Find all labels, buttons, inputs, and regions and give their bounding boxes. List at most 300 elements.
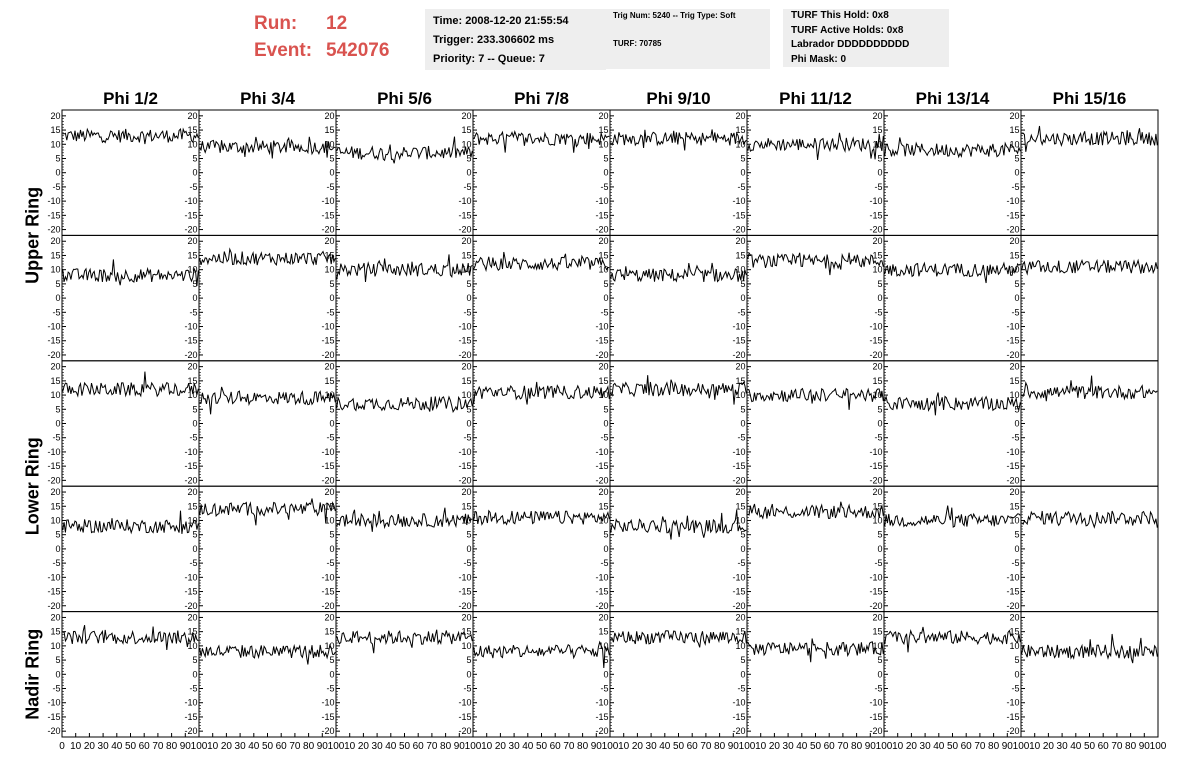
y-tick-label: 5 (740, 655, 746, 666)
y-tick-label: 15 (50, 501, 61, 512)
y-tick-label: -15 (321, 335, 335, 346)
y-tick-label: -5 (874, 683, 883, 694)
y-tick-label: -20 (1006, 600, 1020, 611)
waveform-trace (200, 645, 336, 665)
y-tick-label: -10 (184, 572, 198, 583)
y-tick-label: 10 (1009, 515, 1020, 526)
y-tick-label: -5 (189, 558, 198, 569)
y-tick-label: 10 (872, 640, 883, 651)
y-tick-label: 20 (324, 487, 335, 498)
panel-frame (747, 235, 884, 360)
y-tick-label: 20 (735, 361, 746, 372)
y-tick-label: -5 (600, 558, 609, 569)
y-tick-label: 0 (1014, 293, 1020, 304)
panel-frame (473, 361, 610, 486)
x-tick-label: 60 (686, 741, 698, 752)
waveform-panel (47, 235, 199, 360)
y-tick-label: -15 (1006, 461, 1020, 472)
y-tick-label: -10 (458, 196, 472, 207)
y-tick-label: 5 (466, 529, 472, 540)
y-tick-label: -15 (321, 711, 335, 722)
panel-frame (473, 110, 610, 235)
y-tick-label: -15 (458, 586, 472, 597)
y-tick-label: 5 (329, 404, 335, 415)
y-tick-label: 0 (1014, 543, 1020, 554)
y-tick-label: 15 (324, 250, 335, 261)
y-tick-label: -20 (732, 224, 746, 235)
panel-frame (336, 361, 473, 486)
x-tick-label: 90 (179, 741, 191, 752)
y-tick-label: 5 (740, 529, 746, 540)
y-tick-label: -10 (869, 697, 883, 708)
y-tick-label: 15 (324, 501, 335, 512)
y-tick-label: 0 (466, 669, 472, 680)
y-tick-label: -10 (595, 196, 609, 207)
waveform-panel (458, 110, 610, 235)
y-tick-label: -10 (321, 697, 335, 708)
y-tick-label: 0 (740, 543, 746, 554)
y-tick-label: -5 (1011, 683, 1020, 694)
y-tick-label: 0 (55, 669, 61, 680)
panel-frame (199, 486, 336, 611)
y-tick-label: 0 (740, 669, 746, 680)
event-label: Event: (254, 40, 313, 61)
panel-frame (1021, 235, 1158, 360)
y-tick-label: -5 (1011, 181, 1020, 192)
y-tick-label: -15 (321, 461, 335, 472)
waveform-trace (63, 625, 199, 650)
waveform-panel (47, 361, 199, 486)
trigger-text: Trigger: 233.306602 ms (433, 34, 555, 46)
waveform-panel (732, 486, 884, 611)
x-tick-label: 60 (549, 741, 561, 752)
y-tick-label: -20 (732, 475, 746, 486)
y-tick-label: 5 (603, 278, 609, 289)
x-tick-label: 30 (97, 741, 109, 752)
x-tick-label: 100 (327, 741, 345, 752)
y-tick-label: -5 (600, 683, 609, 694)
y-tick-label: 20 (50, 612, 61, 623)
panel-frame (610, 486, 747, 611)
y-tick-label: -5 (737, 307, 746, 318)
x-tick-label: 90 (453, 741, 465, 752)
y-tick-label: 20 (872, 110, 883, 121)
y-tick-label: 5 (1014, 529, 1020, 540)
y-tick-label: -10 (1006, 572, 1020, 583)
x-tick-label: 100 (1012, 741, 1030, 752)
waveform-panel (184, 361, 336, 486)
y-tick-label: 5 (740, 153, 746, 164)
y-tick-label: 10 (187, 264, 198, 275)
turf-active-text: TURF Active Holds: 0x8 (791, 24, 904, 36)
panel-frame (336, 612, 473, 737)
y-tick-label: 20 (1009, 110, 1020, 121)
y-tick-label: 0 (603, 167, 609, 178)
y-tick-label: -15 (595, 461, 609, 472)
y-tick-label: 15 (872, 501, 883, 512)
x-tick-label: 20 (631, 741, 643, 752)
y-tick-label: 20 (735, 612, 746, 623)
y-tick-label: 5 (192, 404, 198, 415)
waveform-trace (200, 137, 336, 159)
y-tick-label: 10 (872, 264, 883, 275)
turf-hold-text: TURF This Hold: 0x8 (791, 10, 889, 21)
y-tick-label: -10 (458, 572, 472, 583)
y-tick-label: -5 (737, 181, 746, 192)
y-tick-label: -10 (1006, 196, 1020, 207)
y-tick-label: -20 (732, 349, 746, 360)
trig-num-text: Trig Num: 5240 -- Trig Type: Soft (613, 11, 736, 20)
x-tick-label: 80 (1125, 741, 1137, 752)
y-tick-label: -20 (458, 600, 472, 611)
x-tick-label: 20 (83, 741, 95, 752)
y-tick-label: -20 (184, 726, 198, 737)
y-tick-label: -5 (189, 432, 198, 443)
y-tick-label: 15 (598, 125, 609, 136)
panel-frame (747, 612, 884, 737)
y-tick-label: -20 (47, 349, 61, 360)
panel-frame (610, 235, 747, 360)
y-tick-label: -15 (595, 210, 609, 221)
waveform-trace (748, 389, 884, 410)
y-tick-label: 15 (598, 501, 609, 512)
y-tick-label: -20 (47, 726, 61, 737)
y-tick-label: 5 (877, 655, 883, 666)
panel-frame (62, 612, 199, 737)
y-tick-label: 0 (603, 293, 609, 304)
x-tick-label: 100 (1149, 741, 1167, 752)
y-tick-label: -5 (52, 558, 61, 569)
y-tick-label: 20 (461, 110, 472, 121)
y-tick-label: 0 (55, 543, 61, 554)
y-tick-label: 5 (192, 153, 198, 164)
panel-frame (610, 612, 747, 737)
y-tick-label: 15 (872, 125, 883, 136)
panel-frame (884, 235, 1021, 360)
y-tick-label: 10 (1009, 390, 1020, 401)
y-tick-label: -15 (732, 461, 746, 472)
y-tick-label: 5 (55, 655, 61, 666)
y-tick-label: -5 (874, 307, 883, 318)
panel-frame (62, 235, 199, 360)
y-tick-label: 0 (329, 543, 335, 554)
ring-label: Upper Ring (22, 186, 43, 284)
y-tick-label: 5 (877, 529, 883, 540)
y-tick-label: -20 (184, 600, 198, 611)
waveform-trace (611, 510, 747, 540)
y-tick-label: -5 (463, 683, 472, 694)
y-tick-label: -15 (1006, 210, 1020, 221)
y-tick-label: -15 (47, 210, 61, 221)
column-header-phi: Phi 1/2 (103, 89, 158, 108)
x-tick-label: 80 (440, 741, 452, 752)
waveform-trace (200, 249, 336, 265)
y-tick-label: -10 (869, 321, 883, 332)
y-tick-label: 10 (872, 390, 883, 401)
waveform-panel (321, 612, 473, 737)
waveform-trace (337, 397, 473, 415)
waveform-trace (474, 132, 610, 153)
y-tick-label: 5 (329, 278, 335, 289)
y-tick-label: 5 (603, 404, 609, 415)
y-tick-label: 0 (877, 543, 883, 554)
waveform-trace (885, 627, 1021, 652)
y-tick-label: -5 (463, 558, 472, 569)
y-tick-label: -10 (184, 446, 198, 457)
waveform-panel (869, 361, 1021, 486)
panel-frame (62, 486, 199, 611)
x-tick-label: 60 (1097, 741, 1109, 752)
y-tick-label: -10 (321, 321, 335, 332)
y-tick-label: 5 (192, 655, 198, 666)
y-tick-label: 20 (187, 487, 198, 498)
y-tick-label: -5 (737, 558, 746, 569)
column-header-phi: Phi 7/8 (514, 89, 569, 108)
priority-text: Priority: 7 -- Queue: 7 (433, 53, 545, 65)
waveform-trace (748, 133, 884, 160)
waveform-panel (595, 612, 747, 737)
y-tick-label: 15 (187, 250, 198, 261)
y-tick-label: -15 (595, 335, 609, 346)
y-tick-label: 10 (50, 515, 61, 526)
y-tick-label: 10 (461, 390, 472, 401)
y-tick-label: -20 (47, 475, 61, 486)
y-tick-label: -5 (326, 432, 335, 443)
y-tick-label: -20 (184, 349, 198, 360)
y-tick-label: 5 (466, 655, 472, 666)
y-tick-label: -10 (184, 321, 198, 332)
y-tick-label: -20 (732, 600, 746, 611)
x-tick-label: 70 (700, 741, 712, 752)
waveform-panel (321, 486, 473, 611)
y-tick-label: 5 (466, 404, 472, 415)
y-tick-label: 10 (598, 264, 609, 275)
y-tick-label: 5 (329, 153, 335, 164)
y-tick-label: 0 (192, 167, 198, 178)
y-tick-label: 10 (324, 515, 335, 526)
x-tick-label: 70 (1111, 741, 1123, 752)
column-header-phi: Phi 13/14 (915, 89, 990, 108)
y-tick-label: -20 (321, 475, 335, 486)
y-tick-label: -5 (874, 432, 883, 443)
y-tick-label: 10 (735, 515, 746, 526)
waveform-panel (1006, 612, 1158, 737)
y-tick-label: 15 (1009, 501, 1020, 512)
y-tick-label: 5 (329, 529, 335, 540)
event-value: 542076 (326, 40, 390, 61)
y-tick-label: 20 (50, 110, 61, 121)
y-tick-label: 20 (735, 487, 746, 498)
y-tick-label: 10 (50, 640, 61, 651)
waveform-trace (63, 372, 199, 397)
y-tick-label: 10 (461, 264, 472, 275)
y-tick-label: 20 (324, 110, 335, 121)
panel-frame (747, 486, 884, 611)
x-tick-label: 10 (207, 741, 219, 752)
y-tick-label: -5 (52, 683, 61, 694)
x-tick-label: 20 (494, 741, 506, 752)
y-tick-label: 20 (1009, 361, 1020, 372)
waveform-panel (732, 235, 884, 360)
y-tick-label: 10 (598, 515, 609, 526)
y-tick-label: -15 (869, 586, 883, 597)
y-tick-label: 0 (192, 669, 198, 680)
y-tick-label: 15 (735, 626, 746, 637)
waveform-trace (337, 254, 473, 282)
x-tick-label: 40 (248, 741, 260, 752)
waveform-trace (611, 631, 747, 648)
y-tick-label: 10 (461, 515, 472, 526)
y-tick-label: 0 (192, 418, 198, 429)
y-tick-label: 20 (187, 612, 198, 623)
y-tick-label: 20 (735, 236, 746, 247)
waveform-panel (47, 110, 199, 235)
x-tick-label: 80 (577, 741, 589, 752)
y-tick-label: -10 (1006, 446, 1020, 457)
x-tick-label: 40 (796, 741, 808, 752)
waveform-panel (47, 486, 199, 611)
panel-frame (199, 612, 336, 737)
y-tick-label: 20 (598, 361, 609, 372)
y-tick-label: -20 (1006, 726, 1020, 737)
y-tick-label: -20 (458, 726, 472, 737)
y-tick-label: 15 (324, 375, 335, 386)
waveform-panel (458, 235, 610, 360)
y-tick-label: 10 (1009, 264, 1020, 275)
y-tick-label: -10 (595, 321, 609, 332)
y-tick-label: 5 (1014, 655, 1020, 666)
y-tick-label: -15 (184, 711, 198, 722)
waveform-trace (885, 263, 1021, 283)
y-tick-label: 15 (461, 125, 472, 136)
panel-frame (62, 361, 199, 486)
y-tick-label: -20 (321, 600, 335, 611)
y-tick-label: -10 (47, 321, 61, 332)
y-tick-label: 20 (872, 487, 883, 498)
y-tick-label: -5 (189, 181, 198, 192)
x-tick-label: 50 (946, 741, 959, 752)
y-tick-label: -20 (869, 349, 883, 360)
waveform-panel (595, 486, 747, 611)
x-tick-label: 10 (70, 741, 82, 752)
x-tick-label: 0 (59, 741, 65, 752)
x-tick-label: 60 (275, 741, 287, 752)
waveform-trace (1022, 511, 1158, 528)
y-tick-label: 10 (1009, 139, 1020, 150)
y-tick-label: 10 (187, 515, 198, 526)
y-tick-label: -10 (869, 196, 883, 207)
y-tick-label: 10 (187, 640, 198, 651)
y-tick-label: 0 (466, 543, 472, 554)
x-tick-label: 40 (1070, 741, 1082, 752)
x-tick-label: 70 (563, 741, 575, 752)
waveform-panel (595, 235, 747, 360)
y-tick-label: 0 (740, 167, 746, 178)
x-tick-label: 100 (875, 741, 893, 752)
x-tick-label: 20 (1042, 741, 1054, 752)
y-tick-label: -20 (184, 224, 198, 235)
waveform-trace (748, 253, 884, 275)
x-tick-label: 50 (124, 741, 137, 752)
y-tick-label: 0 (329, 418, 335, 429)
y-tick-label: 0 (1014, 669, 1020, 680)
panel-frame (336, 235, 473, 360)
y-tick-label: 0 (1014, 167, 1020, 178)
y-tick-label: 0 (55, 167, 61, 178)
waveform-trace (885, 138, 1021, 157)
panel-frame (199, 235, 336, 360)
y-tick-label: 20 (598, 487, 609, 498)
y-tick-label: 5 (1014, 404, 1020, 415)
y-tick-label: -20 (458, 224, 472, 235)
x-tick-label: 80 (303, 741, 315, 752)
waveform-trace (1022, 126, 1158, 152)
phi-mask-text: Phi Mask: 0 (791, 53, 847, 65)
y-tick-label: -10 (184, 196, 198, 207)
waveform-trace (474, 382, 610, 405)
panel-frame (199, 361, 336, 486)
y-tick-label: 20 (187, 110, 198, 121)
x-tick-label: 60 (138, 741, 150, 752)
x-tick-label: 50 (261, 741, 274, 752)
y-tick-label: 15 (872, 626, 883, 637)
y-tick-label: 20 (324, 236, 335, 247)
y-tick-label: -15 (869, 461, 883, 472)
y-tick-label: 5 (1014, 153, 1020, 164)
y-tick-label: 10 (1009, 640, 1020, 651)
y-tick-label: -15 (869, 711, 883, 722)
y-tick-label: -20 (458, 349, 472, 360)
y-tick-label: 10 (324, 640, 335, 651)
y-tick-label: 20 (461, 612, 472, 623)
y-tick-label: 0 (329, 167, 335, 178)
y-tick-label: 20 (872, 612, 883, 623)
y-tick-label: -15 (595, 711, 609, 722)
labrador-text: Labrador DDDDDDDDDD (791, 39, 910, 50)
y-tick-label: 5 (55, 278, 61, 289)
y-tick-label: -15 (184, 210, 198, 221)
waveform-panel (321, 110, 473, 235)
ring-label: Nadir Ring (22, 628, 43, 720)
y-tick-label: 15 (598, 250, 609, 261)
x-tick-label: 10 (892, 741, 904, 752)
panel-frame (884, 486, 1021, 611)
waveform-trace (337, 137, 473, 164)
y-tick-label: 15 (1009, 626, 1020, 637)
y-tick-label: -15 (321, 586, 335, 597)
y-tick-label: 15 (187, 125, 198, 136)
y-tick-label: -20 (1006, 224, 1020, 235)
y-tick-label: -5 (52, 432, 61, 443)
y-tick-label: -5 (737, 683, 746, 694)
panel-frame (884, 110, 1021, 235)
x-tick-label: 30 (508, 741, 520, 752)
y-tick-label: 20 (598, 612, 609, 623)
y-tick-label: -5 (1011, 432, 1020, 443)
panel-frame (747, 110, 884, 235)
y-tick-label: 15 (324, 125, 335, 136)
y-tick-label: -10 (869, 446, 883, 457)
y-tick-label: 0 (877, 418, 883, 429)
y-tick-label: 5 (877, 404, 883, 415)
waveform-trace (200, 387, 336, 414)
panel-frame (1021, 486, 1158, 611)
y-tick-label: 20 (872, 236, 883, 247)
waveform-trace (1022, 376, 1158, 402)
y-tick-label: -20 (1006, 475, 1020, 486)
y-tick-label: 10 (324, 264, 335, 275)
y-tick-label: -10 (47, 572, 61, 583)
